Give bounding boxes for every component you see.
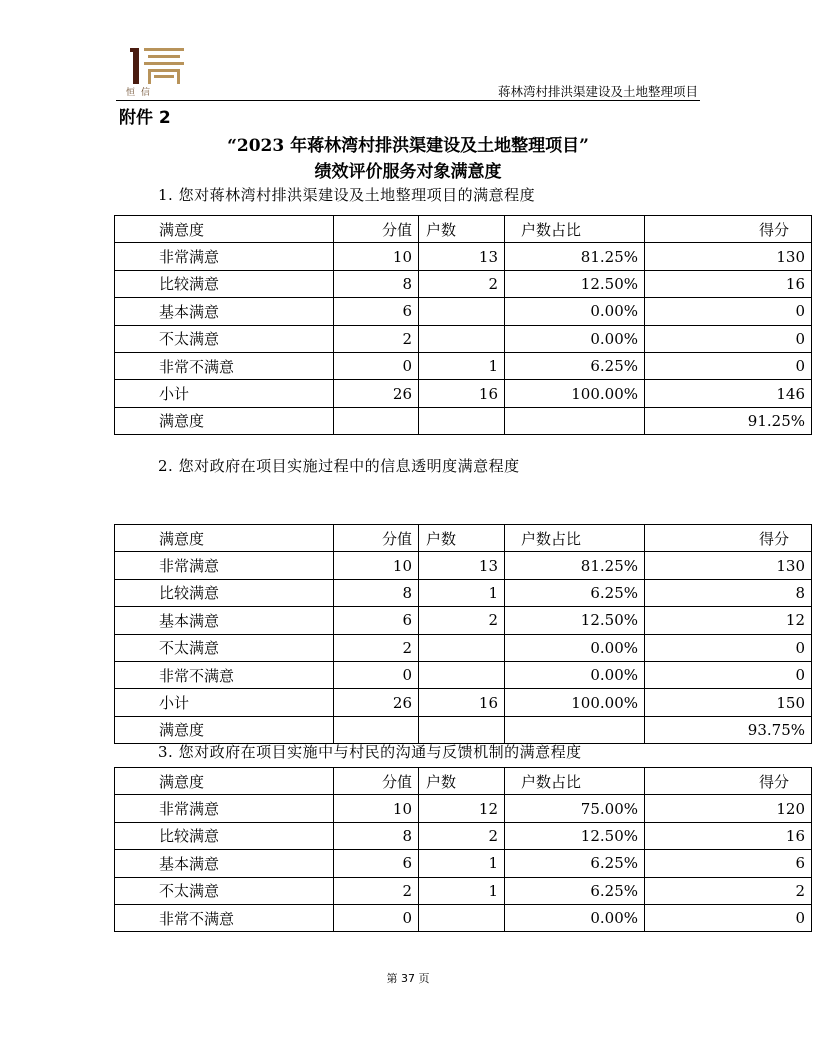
cell-households (419, 634, 505, 661)
row-label: 基本满意 (115, 298, 334, 325)
cell-households: 1 (419, 352, 505, 379)
cell-ratio: 100.00% (505, 689, 645, 716)
table-row (115, 298, 812, 325)
cell-score: 26 (334, 380, 419, 407)
satisfaction-table-2 (114, 524, 812, 744)
cell-points: 146 (645, 380, 812, 407)
table-row (115, 850, 812, 877)
cell-score: 0 (334, 661, 419, 688)
cell-points: 2 (645, 877, 812, 904)
satisfaction-table-1 (114, 215, 812, 435)
row-label: 基本满意 (115, 850, 334, 877)
table-row (115, 352, 812, 379)
company-logo-icon (124, 46, 188, 86)
cell-households: 12 (419, 795, 505, 822)
table-row (115, 795, 812, 822)
cell-ratio: 6.25% (505, 850, 645, 877)
row-label: 小计 (115, 689, 334, 716)
cell-score: 26 (334, 689, 419, 716)
table-header-row (115, 216, 812, 243)
cell-points: 120 (645, 795, 812, 822)
row-label: 不太满意 (115, 877, 334, 904)
cell-score: 2 (334, 325, 419, 352)
cell-ratio (505, 407, 645, 434)
cell-score: 8 (334, 579, 419, 606)
cell-ratio: 0.00% (505, 661, 645, 688)
cell-points: 0 (645, 325, 812, 352)
cell-households (419, 407, 505, 434)
row-label: 非常不满意 (115, 352, 334, 379)
table-row (115, 579, 812, 606)
cell-points: 0 (645, 298, 812, 325)
table-row (115, 607, 812, 634)
table-header-row (115, 525, 812, 552)
cell-households: 1 (419, 579, 505, 606)
cell-satisfaction-rate: 93.75% (645, 716, 812, 743)
col-header-households: 户数 (419, 525, 505, 552)
table-row (115, 822, 812, 849)
cell-points: 0 (645, 661, 812, 688)
attachment-label: 附件 2 (119, 108, 171, 128)
cell-households: 2 (419, 270, 505, 297)
row-label: 比较满意 (115, 270, 334, 297)
col-header-households: 户数 (419, 768, 505, 795)
cell-score: 6 (334, 607, 419, 634)
col-header-score: 分值 (334, 525, 419, 552)
cell-households (419, 716, 505, 743)
cell-households: 1 (419, 850, 505, 877)
cell-ratio (505, 716, 645, 743)
satisfaction-row (115, 407, 812, 434)
cell-ratio: 6.25% (505, 352, 645, 379)
col-header-points: 得分 (645, 525, 812, 552)
row-label: 比较满意 (115, 822, 334, 849)
cell-households (419, 298, 505, 325)
cell-points: 130 (645, 243, 812, 270)
cell-score: 6 (334, 850, 419, 877)
cell-households: 2 (419, 822, 505, 849)
row-label: 非常满意 (115, 243, 334, 270)
logo-caption: 恒信 (126, 88, 157, 98)
cell-satisfaction-rate: 91.25% (645, 407, 812, 434)
cell-ratio: 12.50% (505, 607, 645, 634)
cell-score (334, 407, 419, 434)
cell-households (419, 904, 505, 931)
cell-ratio: 81.25% (505, 552, 645, 579)
col-header-points: 得分 (645, 216, 812, 243)
cell-score: 8 (334, 270, 419, 297)
row-label: 满意度 (115, 407, 334, 434)
cell-ratio: 0.00% (505, 325, 645, 352)
cell-ratio: 0.00% (505, 634, 645, 661)
table-row (115, 904, 812, 931)
row-label: 比较满意 (115, 579, 334, 606)
cell-points: 6 (645, 850, 812, 877)
table-header-row (115, 768, 812, 795)
cell-score: 2 (334, 877, 419, 904)
cell-score: 0 (334, 352, 419, 379)
col-header-satisfaction: 满意度 (115, 216, 334, 243)
cell-score: 10 (334, 795, 419, 822)
row-label: 非常不满意 (115, 661, 334, 688)
col-header-satisfaction: 满意度 (115, 768, 334, 795)
cell-score: 8 (334, 822, 419, 849)
col-header-score: 分值 (334, 768, 419, 795)
question-1: 1. 您对蒋林湾村排洪渠建设及土地整理项目的满意程度 (158, 186, 536, 204)
cell-score (334, 716, 419, 743)
page-title-line1: “2023 年蒋林湾村排洪渠建设及土地整理项目” (227, 136, 589, 156)
cell-score: 0 (334, 904, 419, 931)
question-3: 3. 您对政府在项目实施中与村民的沟通与反馈机制的满意程度 (158, 743, 582, 761)
col-header-points: 得分 (645, 768, 812, 795)
col-header-ratio: 户数占比 (505, 768, 645, 795)
subtotal-row (115, 380, 812, 407)
page-title-line2: 绩效评价服务对象满意度 (314, 162, 502, 182)
row-label: 满意度 (115, 716, 334, 743)
cell-points: 8 (645, 579, 812, 606)
row-label: 基本满意 (115, 607, 334, 634)
cell-ratio: 6.25% (505, 579, 645, 606)
col-header-satisfaction: 满意度 (115, 525, 334, 552)
table-row (115, 877, 812, 904)
cell-score: 2 (334, 634, 419, 661)
cell-households: 16 (419, 380, 505, 407)
row-label: 非常满意 (115, 552, 334, 579)
cell-ratio: 0.00% (505, 904, 645, 931)
cell-score: 10 (334, 243, 419, 270)
table-row (115, 243, 812, 270)
cell-ratio: 6.25% (505, 877, 645, 904)
cell-points: 130 (645, 552, 812, 579)
row-label: 不太满意 (115, 325, 334, 352)
row-label: 非常不满意 (115, 904, 334, 931)
cell-points: 150 (645, 689, 812, 716)
cell-score: 10 (334, 552, 419, 579)
cell-households (419, 661, 505, 688)
subtotal-row (115, 689, 812, 716)
cell-points: 0 (645, 904, 812, 931)
cell-ratio: 75.00% (505, 795, 645, 822)
satisfaction-row (115, 716, 812, 743)
satisfaction-table-3 (114, 767, 812, 932)
col-header-households: 户数 (419, 216, 505, 243)
cell-points: 0 (645, 634, 812, 661)
col-header-score: 分值 (334, 216, 419, 243)
table-row (115, 270, 812, 297)
cell-ratio: 0.00% (505, 298, 645, 325)
row-label: 非常满意 (115, 795, 334, 822)
table-row (115, 325, 812, 352)
header-divider (116, 100, 700, 101)
row-label: 不太满意 (115, 634, 334, 661)
cell-households (419, 325, 505, 352)
cell-households: 13 (419, 552, 505, 579)
cell-points: 16 (645, 270, 812, 297)
header-document-title: 蒋林湾村排洪渠建设及土地整理项目 (497, 84, 698, 99)
cell-ratio: 12.50% (505, 822, 645, 849)
cell-points: 0 (645, 352, 812, 379)
table-row (115, 634, 812, 661)
cell-households: 13 (419, 243, 505, 270)
cell-households: 2 (419, 607, 505, 634)
table-row (115, 552, 812, 579)
question-2: 2. 您对政府在项目实施过程中的信息透明度满意程度 (158, 457, 520, 475)
row-label: 小计 (115, 380, 334, 407)
cell-ratio: 12.50% (505, 270, 645, 297)
cell-points: 16 (645, 822, 812, 849)
cell-households: 16 (419, 689, 505, 716)
col-header-ratio: 户数占比 (505, 525, 645, 552)
col-header-ratio: 户数占比 (505, 216, 645, 243)
cell-points: 12 (645, 607, 812, 634)
table-row (115, 661, 812, 688)
cell-ratio: 81.25% (505, 243, 645, 270)
cell-ratio: 100.00% (505, 380, 645, 407)
cell-score: 6 (334, 298, 419, 325)
page-number: 第 37 页 (386, 972, 430, 985)
cell-households: 1 (419, 877, 505, 904)
